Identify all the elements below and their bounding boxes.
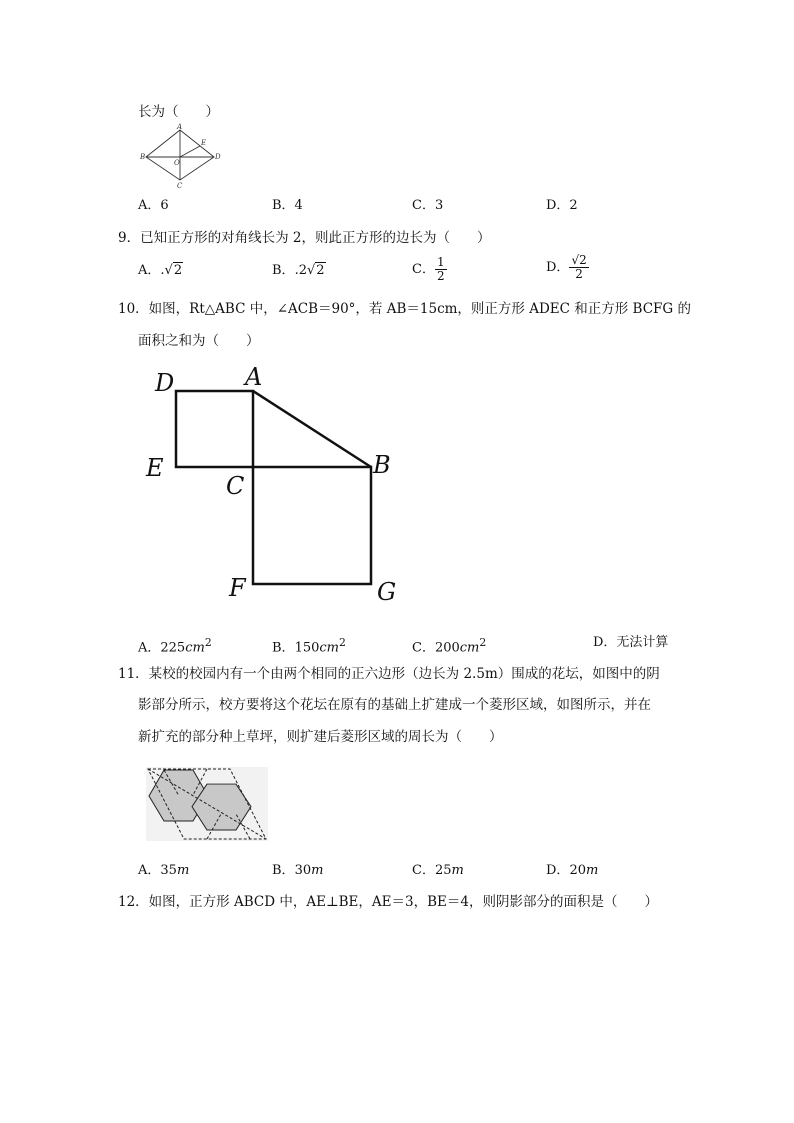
q9-option-b <box>272 262 326 280</box>
q11-option-b-value: 30 <box>294 863 312 878</box>
q10-option-b <box>272 634 346 657</box>
q9-option-d-fraction <box>569 254 588 281</box>
q10-option-c-exponent: 2 <box>479 636 487 649</box>
q10-option-b-unit: cm <box>319 640 339 656</box>
q10-option-c <box>412 634 486 657</box>
q12-stem: 12．如图，正方形 ABCD 中，AE⊥BE，AE＝3，BE＝4，则阴影部分的面积是（ ） <box>118 894 658 910</box>
q9-option-d-radicand: 2 <box>579 253 587 267</box>
q11-hexagon-rhombus-figure <box>146 767 268 841</box>
q8-option-a: A．6 <box>138 198 169 213</box>
q10-hypotenuse-ab <box>253 391 371 467</box>
q10-option-c-letter: C． <box>412 640 435 656</box>
q9-option-c-denominator: 2 <box>436 269 445 283</box>
q9-option-b-radicand: 2 <box>316 263 325 278</box>
q10-label-d: D <box>155 369 175 397</box>
q10-option-a-unit: cm <box>185 640 205 656</box>
q10-label-e: E <box>146 454 164 482</box>
q10-stem-line1: 10．如图，Rt△ABC 中，∠ACB＝90°，若 AB＝15cm，则正方形 ADEC 和正方形 BCFG 的 <box>118 301 692 317</box>
q8-stem-tail: 长为（ ） <box>138 104 219 120</box>
q8-option-c: C．3 <box>412 198 444 213</box>
q11-option-d-unit: m <box>585 863 599 878</box>
q11-option-a-letter: A． <box>138 863 161 878</box>
q9-stem: 9．已知正方形的对角线长为 2，则此正方形的边长为（ ） <box>118 230 491 246</box>
q8-option-b: B．4 <box>272 198 303 213</box>
q9-option-d-numerator: √2 <box>571 253 587 267</box>
q10-option-a-letter: A． <box>138 640 161 656</box>
q11-option-b <box>272 862 323 880</box>
q10-option-c-unit: cm <box>459 640 480 656</box>
q10-option-a-exponent: 2 <box>204 636 212 649</box>
q9-option-a-sqrt: √2 <box>164 263 183 278</box>
q11-option-d-value: 20 <box>569 863 586 878</box>
q10-option-b-exponent: 2 <box>339 636 346 649</box>
q9-option-c-numerator: 1 <box>436 255 445 269</box>
q11-option-c-value: 25 <box>434 863 452 878</box>
q11-option-c-letter: C． <box>412 863 435 878</box>
q9-option-d-letter: D． <box>546 260 570 275</box>
q8-segment-oe <box>180 146 200 157</box>
q11-stem-line1: 11．某校的校园内有一个由两个相同的正六边形（边长为 2.5m）围成的花坛，如图中的阴 <box>118 666 660 682</box>
q8-label-a: A <box>177 123 183 131</box>
q10-label-c: C <box>226 472 245 500</box>
q8-label-c: C <box>177 182 183 190</box>
q11-stem-line3: 新扩充的部分种上草坪，则扩建后菱形区域的周长为（ ） <box>138 729 503 745</box>
q11-option-a <box>138 862 189 880</box>
q11-option-d-letter: D． <box>546 863 570 878</box>
q10-stem-line2: 面积之和为（ ） <box>138 333 260 349</box>
q10-option-a-value: 225 <box>160 640 186 656</box>
q10-label-a: A <box>245 363 263 391</box>
q10-squares-figure <box>140 362 410 612</box>
q10-option-b-value: 150 <box>294 640 320 656</box>
q10-square-bcfg <box>253 467 371 584</box>
q11-option-b-letter: B． <box>272 863 295 878</box>
q10-option-b-letter: B． <box>272 640 295 656</box>
q10-option-c-value: 200 <box>434 640 460 656</box>
q10-label-g: G <box>377 578 397 606</box>
q8-label-b: B <box>140 153 146 161</box>
q11-option-b-unit: m <box>311 863 324 878</box>
q9-option-c <box>412 256 447 283</box>
q8-label-e: E <box>201 139 207 147</box>
q8-label-d: D <box>215 153 221 161</box>
q10-square-adec <box>176 391 253 467</box>
q11-option-a-value: 35 <box>160 863 177 878</box>
q8-rhombus-figure <box>140 123 221 190</box>
q8-label-o: O <box>174 159 180 167</box>
q9-option-a-lead: . <box>160 263 165 278</box>
q9-option-d <box>546 254 589 281</box>
q11-stem-line2: 影部分所示，校方要将这个花坛在原有的基础上扩建成一个菱形区域，如图所示，并在 <box>138 697 651 713</box>
q9-option-b-sqrt: √2 <box>306 263 325 278</box>
q10-option-d: D．无法计算 <box>593 635 669 650</box>
q9-option-c-fraction <box>435 256 447 283</box>
q9-option-a-letter: A． <box>138 263 161 278</box>
q10-label-b: B <box>373 451 391 479</box>
q9-option-a-radicand: 2 <box>173 263 183 278</box>
q10-option-a <box>138 634 212 657</box>
q9-option-c-letter: C． <box>412 262 435 277</box>
q9-option-b-lead: .2 <box>294 263 307 278</box>
q11-option-c-unit: m <box>451 863 464 878</box>
q10-label-f: F <box>229 574 246 602</box>
q9-option-b-letter: B． <box>272 263 295 278</box>
q11-option-d <box>546 862 598 880</box>
q9-option-a <box>138 262 183 280</box>
q8-option-d: D．2 <box>546 198 578 213</box>
q11-option-a-unit: m <box>176 863 190 878</box>
q11-option-c <box>412 862 464 880</box>
q9-option-d-denominator: 2 <box>575 267 583 281</box>
